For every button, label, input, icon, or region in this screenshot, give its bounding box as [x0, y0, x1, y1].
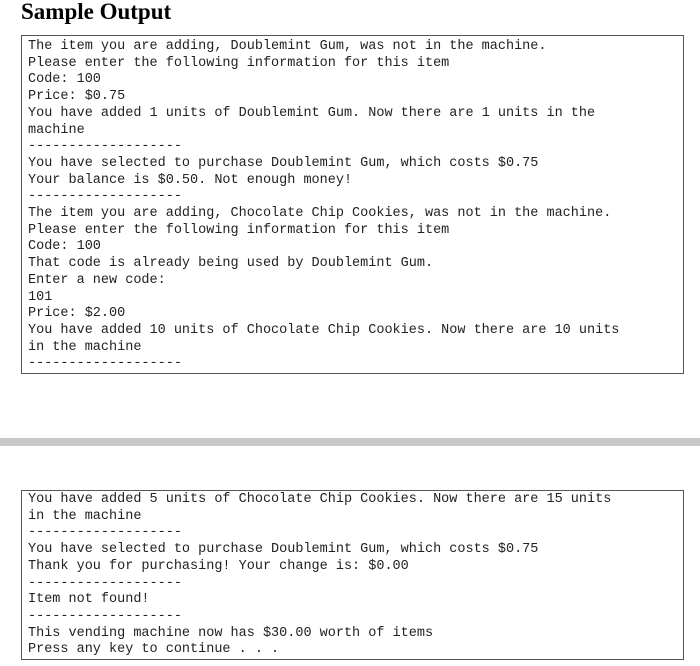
console-line: machine — [28, 122, 85, 138]
console-line: Code: 100 — [28, 72, 101, 88]
console-line: Please enter the following information for this item — [28, 222, 450, 238]
console-line: Item not found! — [28, 592, 150, 608]
console-separator: ------------------- — [28, 608, 182, 624]
console-line: Press any key to continue . . . — [28, 642, 280, 658]
console-line: in the machine — [28, 339, 142, 355]
console-line: The item you are adding, Chocolate Chip Cookies, was not in the machine. — [28, 206, 612, 222]
console-line: You have added 1 units of Doublemint Gum. Now there are 1 units in the — [28, 105, 596, 121]
console-line: You have added 5 units of Chocolate Chip Cookies. Now there are 15 units — [28, 492, 612, 507]
console-line: The item you are adding, Doublemint Gum, was not in the machine. — [28, 39, 547, 54]
console-separator: ------------------- — [28, 575, 182, 591]
console-lines — [22, 491, 683, 659]
console-separator: ------------------- — [28, 525, 182, 541]
console-line: You have selected to purchase Doublemint Gum, which costs $0.75 — [28, 155, 539, 171]
console-line: That code is already being used by Doublemint Gum. — [28, 256, 434, 272]
console-line: Your balance is $0.50. Not enough money! — [28, 172, 353, 188]
console-line: You have added 10 units of Chocolate Chip Cookies. Now there are 10 units — [28, 322, 620, 338]
console-lines — [22, 36, 683, 373]
console-output-bottom — [21, 490, 684, 660]
console-line: You have selected to purchase Doublemint Gum, which costs $0.75 — [28, 542, 539, 558]
console-separator: ------------------- — [28, 356, 182, 372]
console-line: Price: $0.75 — [28, 89, 126, 105]
console-separator: ------------------- — [28, 139, 182, 155]
page-title: Sample Output — [21, 0, 172, 24]
console-line: Enter a new code: — [28, 272, 166, 288]
console-line: This vending machine now has $30.00 worth of items — [28, 625, 434, 641]
console-line: Thank you for purchasing! Your change is: $0.00 — [28, 558, 409, 574]
section-divider — [0, 438, 700, 446]
console-line: Code: 100 — [28, 239, 101, 255]
console-line: in the machine — [28, 508, 142, 524]
console-line: Please enter the following information for this item — [28, 55, 450, 71]
console-separator: ------------------- — [28, 189, 182, 205]
console-line: Price: $2.00 — [28, 306, 126, 322]
console-line: 101 — [28, 289, 53, 305]
console-output-top — [21, 35, 684, 374]
